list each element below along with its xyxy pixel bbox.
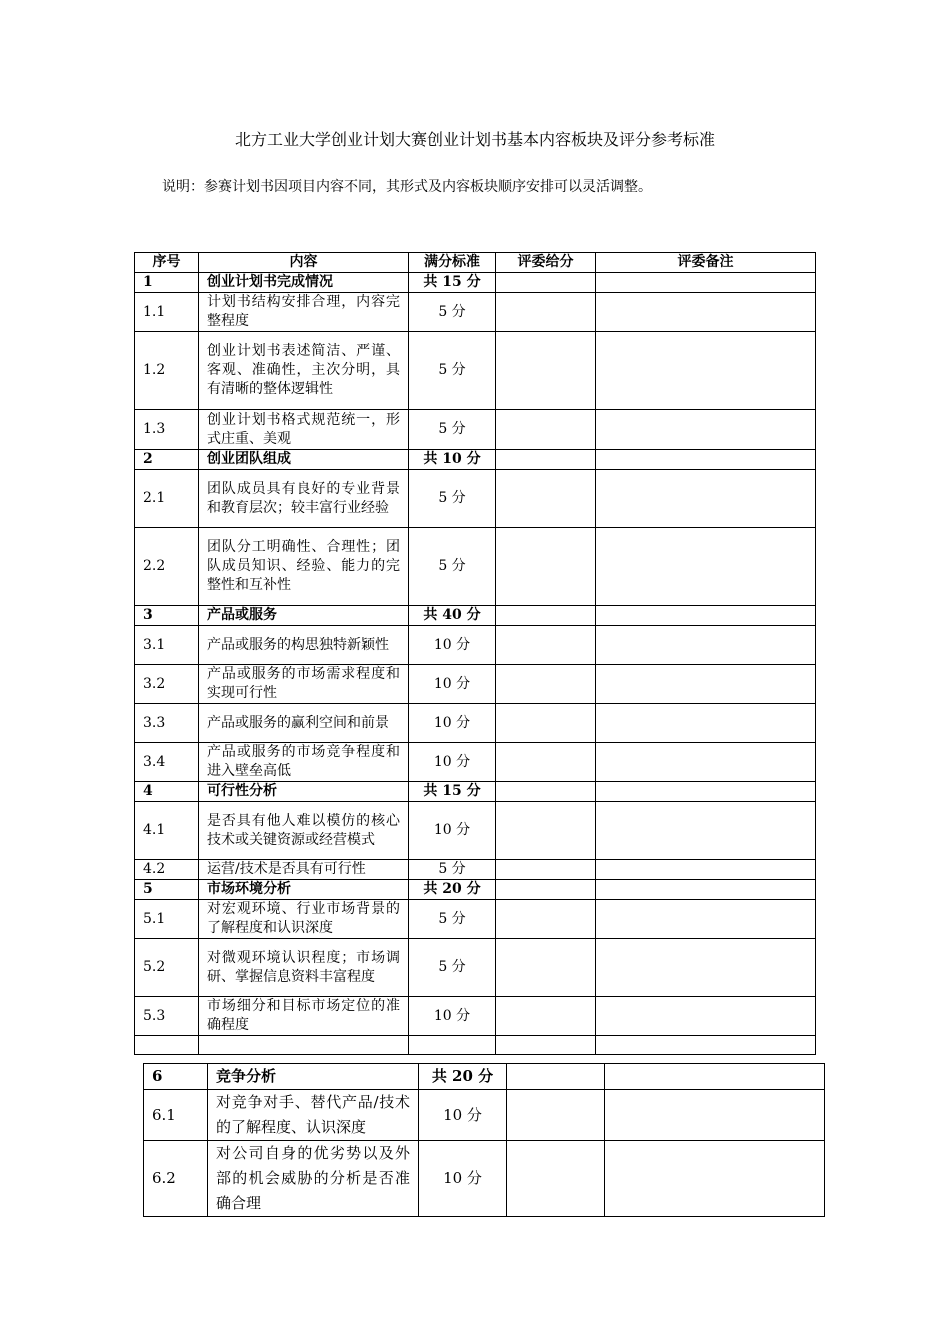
judge-remark-cell[interactable] (596, 704, 816, 743)
row-no: 1.2 (135, 332, 199, 410)
row-content: 对微观环境认识程度；市场调研、掌握信息资料丰富程度 (199, 939, 409, 997)
row-score: 5 分 (409, 939, 496, 997)
judge-remark-cell[interactable] (596, 880, 816, 900)
row-score: 共 40 分 (409, 606, 496, 626)
judge-remark-cell[interactable] (596, 665, 816, 704)
row-score: 10 分 (419, 1141, 507, 1217)
table-header-row (135, 253, 816, 273)
row-score: 5 分 (409, 332, 496, 410)
row-no: 1.1 (135, 293, 199, 332)
row-score: 5 分 (409, 900, 496, 939)
judge-score-cell[interactable] (496, 410, 596, 450)
table-row (135, 860, 816, 880)
table-row (144, 1064, 825, 1090)
row-no (135, 1036, 199, 1055)
judge-remark-cell[interactable] (596, 273, 816, 293)
row-no: 3.1 (135, 626, 199, 665)
judge-score-cell[interactable] (496, 665, 596, 704)
judge-score-cell[interactable] (507, 1141, 605, 1217)
row-score: 5 分 (409, 293, 496, 332)
row-no: 3.3 (135, 704, 199, 743)
row-score: 10 分 (419, 1090, 507, 1141)
row-no: 6.2 (144, 1141, 208, 1217)
table-row (144, 1141, 825, 1217)
header-judge-remark: 评委备注 (596, 253, 816, 273)
scoring-table-continued (143, 1063, 825, 1217)
table-row (144, 1090, 825, 1141)
table-row (135, 997, 816, 1036)
row-no: 2 (135, 450, 199, 470)
row-content: 竞争分析 (208, 1064, 419, 1090)
judge-remark-cell[interactable] (596, 900, 816, 939)
header-score: 满分标准 (409, 253, 496, 273)
judge-remark-cell[interactable] (605, 1064, 825, 1090)
row-no: 3.2 (135, 665, 199, 704)
judge-remark-cell[interactable] (605, 1141, 825, 1217)
row-score: 10 分 (409, 743, 496, 782)
row-score: 共 20 分 (419, 1064, 507, 1090)
row-score: 共 20 分 (409, 880, 496, 900)
header-no: 序号 (135, 253, 199, 273)
judge-remark-cell[interactable] (596, 410, 816, 450)
row-no: 5.1 (135, 900, 199, 939)
judge-remark-cell[interactable] (596, 470, 816, 528)
note-text: 说明：参赛计划书因项目内容不同，其形式及内容板块顺序安排可以灵活调整。 (162, 179, 652, 195)
judge-score-cell[interactable] (496, 293, 596, 332)
judge-score-cell[interactable] (496, 450, 596, 470)
row-content: 是否具有他人难以模仿的核心技术或关键资源或经营模式 (199, 802, 409, 860)
row-score: 10 分 (409, 704, 496, 743)
row-score: 10 分 (409, 802, 496, 860)
table-row (135, 939, 816, 997)
table-row (135, 704, 816, 743)
table-row (135, 470, 816, 528)
row-score: 10 分 (409, 997, 496, 1036)
row-content: 对公司自身的优劣势以及外部的机会威胁的分析是否准确合理 (208, 1141, 419, 1217)
row-score: 10 分 (409, 626, 496, 665)
row-content: 创业团队组成 (199, 450, 409, 470)
judge-score-cell[interactable] (496, 900, 596, 939)
judge-score-cell[interactable] (496, 860, 596, 880)
row-content: 团队成员具有良好的专业背景和教育层次；较丰富行业经验 (199, 470, 409, 528)
row-content: 对宏观环境、行业市场背景的了解程度和认识深度 (199, 900, 409, 939)
table-row (135, 410, 816, 450)
header-content: 内容 (199, 253, 409, 273)
judge-score-cell[interactable] (496, 704, 596, 743)
row-score: 5 分 (409, 470, 496, 528)
judge-score-cell[interactable] (496, 802, 596, 860)
judge-score-cell[interactable] (496, 332, 596, 410)
row-content: 创业计划书表述简洁、严谨、客观、准确性，主次分明，具有清晰的整体逻辑性 (199, 332, 409, 410)
judge-score-cell[interactable] (507, 1090, 605, 1141)
judge-score-cell[interactable] (496, 997, 596, 1036)
judge-remark-cell[interactable] (596, 1036, 816, 1055)
row-content: 市场环境分析 (199, 880, 409, 900)
row-score: 5 分 (409, 410, 496, 450)
table-row-empty (135, 1036, 816, 1055)
row-content: 产品或服务的市场竞争程度和进入壁垒高低 (199, 743, 409, 782)
row-no: 2.1 (135, 470, 199, 528)
row-content (199, 1036, 409, 1055)
row-content: 运营/技术是否具有可行性 (199, 860, 409, 880)
row-no: 4.1 (135, 802, 199, 860)
row-no: 6.1 (144, 1090, 208, 1141)
judge-remark-cell[interactable] (596, 606, 816, 626)
judge-score-cell[interactable] (496, 528, 596, 606)
judge-remark-cell[interactable] (596, 782, 816, 802)
row-content: 市场细分和目标市场定位的准确程度 (199, 997, 409, 1036)
judge-remark-cell[interactable] (596, 293, 816, 332)
judge-score-cell[interactable] (496, 273, 596, 293)
row-no: 3 (135, 606, 199, 626)
table-row (135, 880, 816, 900)
judge-remark-cell[interactable] (596, 332, 816, 410)
table-row (135, 450, 816, 470)
judge-score-cell[interactable] (496, 470, 596, 528)
row-no: 2.2 (135, 528, 199, 606)
row-no: 4 (135, 782, 199, 802)
table-row (135, 743, 816, 782)
table-row (135, 528, 816, 606)
row-score: 共 10 分 (409, 450, 496, 470)
row-content: 创业计划书完成情况 (199, 273, 409, 293)
row-no: 5.3 (135, 997, 199, 1036)
judge-remark-cell[interactable] (596, 528, 816, 606)
scoring-table (134, 252, 816, 1055)
row-score: 10 分 (409, 665, 496, 704)
judge-remark-cell[interactable] (605, 1090, 825, 1141)
row-content: 团队分工明确性、合理性；团队成员知识、经验、能力的完整性和互补性 (199, 528, 409, 606)
judge-score-cell[interactable] (496, 880, 596, 900)
judge-score-cell[interactable] (496, 1036, 596, 1055)
row-content: 产品或服务的市场需求程度和实现可行性 (199, 665, 409, 704)
judge-score-cell[interactable] (496, 606, 596, 626)
table-row (135, 273, 816, 293)
row-content: 计划书结构安排合理，内容完整程度 (199, 293, 409, 332)
row-score: 共 15 分 (409, 273, 496, 293)
table-row (135, 626, 816, 665)
row-content: 产品或服务的赢利空间和前景 (199, 704, 409, 743)
judge-remark-cell[interactable] (596, 450, 816, 470)
table-row (135, 802, 816, 860)
row-no: 4.2 (135, 860, 199, 880)
row-no: 3.4 (135, 743, 199, 782)
row-content: 对竞争对手、替代产品/技术的了解程度、认识深度 (208, 1090, 419, 1141)
judge-remark-cell[interactable] (596, 860, 816, 880)
row-no: 1.3 (135, 410, 199, 450)
table-row (135, 782, 816, 802)
header-judge-score: 评委给分 (496, 253, 596, 273)
table-row (135, 606, 816, 626)
table-row (135, 293, 816, 332)
judge-score-cell[interactable] (507, 1064, 605, 1090)
judge-remark-cell[interactable] (596, 939, 816, 997)
judge-remark-cell[interactable] (596, 743, 816, 782)
row-score: 5 分 (409, 528, 496, 606)
row-no: 6 (144, 1064, 208, 1090)
row-content: 可行性分析 (199, 782, 409, 802)
row-no: 5 (135, 880, 199, 900)
row-score (409, 1036, 496, 1055)
judge-score-cell[interactable] (496, 782, 596, 802)
judge-remark-cell[interactable] (596, 802, 816, 860)
row-content: 创业计划书格式规范统一，形式庄重、美观 (199, 410, 409, 450)
row-score: 共 15 分 (409, 782, 496, 802)
judge-remark-cell[interactable] (596, 997, 816, 1036)
table-row (135, 900, 816, 939)
page-title: 北方工业大学创业计划大赛创业计划书基本内容板块及评分参考标准 (234, 130, 715, 149)
judge-remark-cell[interactable] (596, 626, 816, 665)
row-score: 5 分 (409, 860, 496, 880)
judge-score-cell[interactable] (496, 626, 596, 665)
judge-score-cell[interactable] (496, 743, 596, 782)
row-content: 产品或服务 (199, 606, 409, 626)
row-no: 1 (135, 273, 199, 293)
row-content: 产品或服务的构思独特新颖性 (199, 626, 409, 665)
table-row (135, 332, 816, 410)
row-no: 5.2 (135, 939, 199, 997)
table-row (135, 665, 816, 704)
judge-score-cell[interactable] (496, 939, 596, 997)
